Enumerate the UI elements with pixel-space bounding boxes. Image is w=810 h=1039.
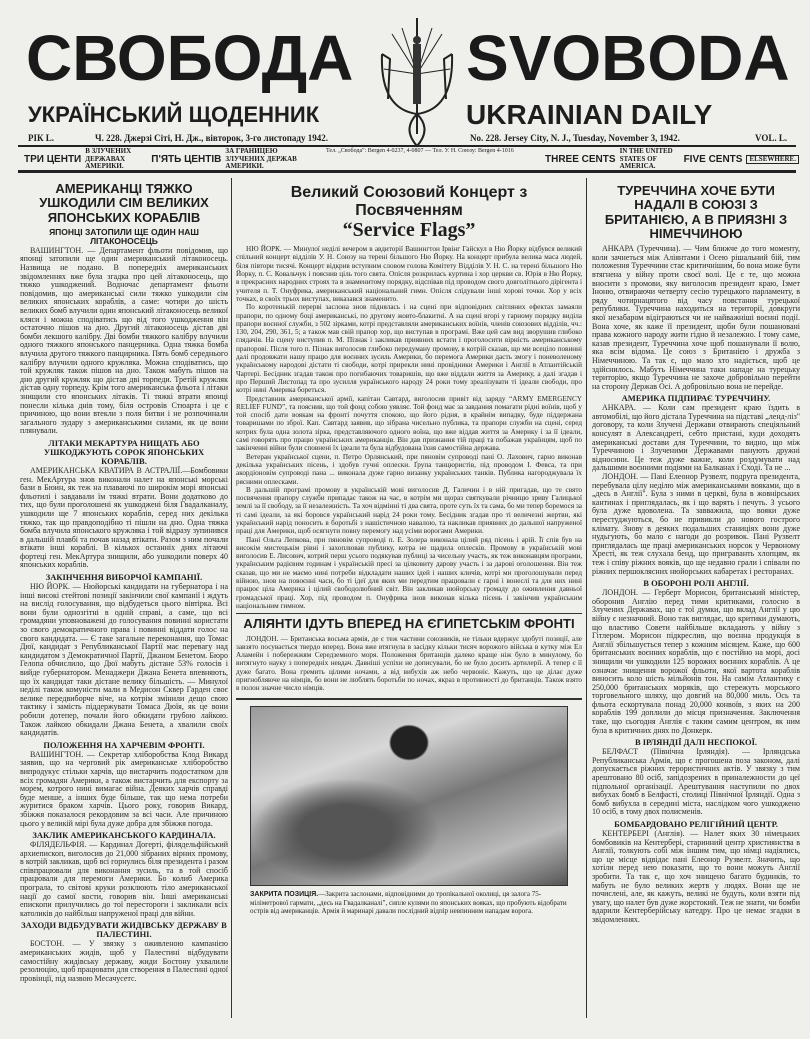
article-body: НЮ ЙОРК. — Нюйорські кандидати на губернатора і на інші високі стейтові позиції закінчили свої кампанії і ждуть на вислід голосування, що відбудеться цього вівтірка. Всі вони були однозгітні в одній справі, а саме, що всі громадяни уповноважені до голосування повинні користати зо свого демократичного права і повинні віддати голос на свого кандидата. — Є таке загальне переконання, що Томас Дюї, кандидат з Републиканської Партії має перевагу над кандидатом з Демократичної Партії, Джаном Бенетом. Бюро Гелопа обчислило, що Дюї мабуть дістане 53% голосів і вийде губернатором. Менаджери Джана Бенета впевняють, що їх кандидат таки дістане велику більшість. — Минулої неділі також комуністи мали в Медисон Сквер Гарден своє велике передвиборче віче, на котрім змінили дещо свою тактику і замість піддержувати Томаса Дюїя, як це вони робили дотепер, почали його обкидати грубою лайкою. Також лайкою обкидали Джана Бенета, а хвалили своїх кандидатів. [20,582,228,738]
masthead-title-en: SVOBODA [466,22,790,94]
masthead-rule [18,145,796,147]
column-divider [231,178,232,1018]
article-body: АМЕРИКАНСЬКА КВАТИРА В АСТРАЛІЇ.—Бомбовики ген. МекАртура знов виконали налет на японські морські бази в Бюин, як теж на плаваючі по широкім морі японські фльотилі і завдавали їм тяжкі втрати. Вони додатково до тих, що були проголошені як ушкоджені біля Гвадалканалу, ушкодили ще 7 японських кораблів, серед них декілька тяжко, так що правдоподібно ті пішли на дно. Одна тяжка бомба влучила японського кружляка і той відразу зупинився в дальшій плавбі та почав назад втікати. Разом з ним почали втікати інші кораблі. В кількох останніх днях літаючі фортеці ген. МекАртура знищили, або ушкодили поверх 40 японських кораблів. [20,465,228,570]
masthead [0,0,810,178]
column-divider [586,178,587,1018]
dateline-en: No. 228. Jersey City, N. J., Tuesday, November 3, 1942. [470,133,680,143]
year-ua: РІК L. [28,133,55,143]
headline: ТУРЕЧЧИНА ХОЧЕ БУТИ НАДАЛІ В СОЮЗІ З БРИТАНІЄЮ, А В ПРИЯЗНІ З НІМЕЧЧИНОЮ [604,183,788,241]
volume-en: VOL. L. [755,133,788,143]
article-palestine [20,921,228,983]
headline: Великий Союзовий Концерт з Посвяченням [290,184,528,219]
caption-body: —Закрита заслонами, відповідними до тропікальної околиці, ця залога 75-міліметрової гармати, „десь на Гвадалканалі", сипле кулями по японських вояках, що пробують відобрати острів від американців. Армія й маринарі давали послідний відпір невпинним нападам ворога. [250,889,567,915]
article-canterbury [592,820,800,925]
price-en [545,148,799,171]
headline: В ІРЛЯНДІЇ ДАЛІ НЕСПОКОЇ. [634,737,758,748]
news-photo [250,706,568,886]
article-body: Ветеран української сцени, п. Петро Орлянський, при пяновім супроводі пані О. Лахович, гарно виконав декілька українських пісень, і здобув гучні оплески. Ґрупа танцюристів, під проводом І. Февса, та при акордіоновім супроводі пана ... виконала дуже гарно визанку українських танків. Публика нагороджувала їх рясними оплесками. [236,452,582,486]
article-food-front [20,741,228,828]
article-turkey [592,184,800,391]
headline: ПОЛОЖЕННЯ НА ХАРЧЕВІМ ФРОНТІ. [43,739,205,750]
price-en-1: THREE CENTS [545,153,616,165]
trident-liberty-emblem-icon [372,14,462,149]
right-column [592,178,800,925]
article-body: БОСТОН. — У звязку з оживленою кампанією американських жидів, щоб у Палестині відбудувати самостійну жидівську державу, жиди Бостону ухвалили резолюцію, щоб працювати для створення в Палестині одної провінції, під назвою Месачусетс. [20,939,228,983]
headline: В ОБОРОНІ РОЛІ АНГЛІЇ. [643,578,749,589]
headline: АМЕРИКАНЦІ ТЯЖКО УШКОДИЛИ СІМ ВЕЛИКИХ ЯПОНСЬКИХ КОРАБЛІВ [39,181,209,225]
article-body: По коротенькій перерві заслона знов піднялась і на сцені при відповідних світляних ефектах замаяли прапори, по одному боці американські, по другому жовто-блакитні. А на сцені вгорі у гарному порядку виділа прапори воєнної служби, з 502 зірками, котрі представляли американських воїнів, членів союзових відділів, чч.: 130, 204, 290, 361, 5; а також мав свій прапор хор, що виступав в програмі. Вже цей сам вид зворушив глибоко глядачів. На сцену виступив п. М. Пізнак і закликав приявних встати і проголосити вірність американському прапорові. Після того п. Пізнак виголосив глибоко передуману промову, в котрій сказав, що ми всеціло повинні далі продовжати нашу працю для воєнних зусиль Америки, бо перемога Америки дасть змогу і поневоленому українському народові дістати ті свободи, котрі прирекли нині провідники Америки і Англії в Атлантійській Чартері. Бесідник згадав також про погибаючих товаришів, що вже віддали життя за Америку, а далі згадав і про Перший Листопад та про зусилля українського народу 24 роки тому зреалізувати ті ідеали свободи, про котрі нині Америка бореться. [236,303,582,395]
article-cardinal [20,831,228,918]
masthead-rule-bottom [18,170,796,173]
price-ua-2-note: ЗА ГРАНИЦЕЮ ЗЛУЧЕНИХ ДЕРЖАВ АМЕРИКИ. [225,147,297,170]
phones: Тел. „Свобода": Bergen 4-0237, 4-0807 — Тел. У. Н. Союзу: Bergen 4-1016 [326,148,514,154]
masthead-subtitle-ua: УКРАЇНСЬКИЙ ЩОДЕННИК [28,102,320,127]
article-body: ВАШИНГТОН. — Департамент фльоти повідомив, що японці затопили ще один американський літаконосець. Назвища не подано. В попередніх американських звідомленнях вже була згадка про цей літаконосець, що тяжко ушкоджений. Водночас департамент фльоти повідомив, що американські сили тяжко ушкодили сім великих японських кораблів, а саме: чотири до шість великих бомб влучили один японський літаконосець великої кляси і можна сподіватись що від того ушкодження він остаточно пішов на дно. Другий літаконосець дістав дві бомби лекшого калібру. Дві бомби тяжкого калібру влучили одного тяжкого японського панцерника. Одна тяжка бомба влучила другого тяжкого панцирника. Пять бомб середнього калібру влучили одного кружляка. Можна сподіватись, що той кружляк також пішов на дно. Також мабуть пішов на дно другий кружляк що дістав дві торпеди. Третій кружляк дістав одну торпеду. Крім того американська фльота і літаки знищили сто японських літаків. Ті тяжкі втрати японці понесли кілька днів тому, біля островів Стюарта і це є причиною, що вони втекли з поля битви і не розпочинали загального зудару з американськими силами, як це вони плянували. [20,245,228,436]
photo-caption [250,890,568,915]
article-japanese-ships [20,182,228,436]
headline-allies-egypt: АЛІЯНТИ ІДУТЬ ВПЕРЕД НА ЄГИПЕТСЬКІМ ФРОНТІ [243,616,575,632]
article-ireland [592,738,800,817]
price-en-2: FIVE CENTS [683,153,743,165]
caption-title: ЗАКРИТА ПОЗИЦІЯ. [250,890,319,898]
masthead-title-ua: СВОБОДА [26,22,354,94]
subheadline: ЯПОНЦІ ЗАТОПИЛИ ЩЕ ОДИН НАШ ЛІТАКОНОСЕЦЬ [49,226,199,246]
article-body: ЛОНДОН. — Пані Елеонор Рузвелт, подруга президента, перебувала цілу неділю між американськими вояками, що в „десь в Англії". Була з ними в церкві, була в жовнірських кантинах і приглядалась, як і що варять і печуть. З усього була дуже вдоволена. Та завважила, що вояки дуже перестуджуються, бо не привикли до нового гострого клімату. Знову в деяких подальших станиціях вони дуже нудьгують, бо мало є нагоди до розривок. Пані Рузвелт приглядалась ще праці американських норсок у Червоному Хресті, як теж слухала бенд, що приграванть хлопцям, як теж і співу ріжних вояків, що ще недавно грали і співали по ріжних першоклясних нюйорських кабаретах і ресторанах. [592,472,800,576]
article-roosevelt-england [592,473,800,576]
article-body: Представник американської армії, капітан Савтард, виголосив привіт від заряду “ARMY EMERGENCY RELIEF FUND”, та пояснив, що той фонд собою уявляє. Той фонд має за завдання помагати рідні воїнів, щоб у той спосіб дати воякам на фронті почуття спокою, що його рідня, в крайнім випадку, буде піддержана товаришами по зброї. Кап. Савтард заявив, що зібрана чисельно публика, та прапори служби на сцені, серед котрих була одна золота зірка, представляючого одного воїна, що вже віддав життя за Америку і за її ідеали, самі говорять про працю українських американців. Він дав признання тій праці та побажав українцям, щоб по закінченні війни були сповнені їх ідеали та була відбудована їхня самостійна держава. [236,394,582,453]
article-body: ВАШИНГТОН. — Секретар хліборобства Клод Викард заявив, що на черговий рік американське хліборобство випродукує стільки харчів, що вистарчить подостатком для всіх громадян Америки, а також вистарчить для експорту за морем, котрого нині вимагає війна. Деяких харчів справді буде менше, а інших буде більше, так що нема потреби журитися браком харчів. Цього року, говорив Викард, збіжжя показалося рекордовим за всі часи. Але причиною цього у великій мірі була дуже добра для збіжжя погода. [20,749,228,828]
price-en-1-note: IN THE UNITED STATES OF AMERICA. [619,147,673,170]
price-ua-2: П'ЯТЬ ЦЕНТІВ [151,153,222,165]
price-ua-1-note: В ЗЛУЧЕНИХ ДЕРЖАВАХ АМЕРИКИ. [85,147,132,170]
article-body: ЛОНДОН. — Герберт Морисон, британський міністер, оборонив Англію перед тими критиками, голосно в Злучених Державах, що є тої думки, що вклад Англії у цю війну є незначний. Воно так виглядає, що критики думають, що властиво Совети найбільше вкладають у війну з Гітлером. Морисон підкреслив, що воєнна продукція в Англії збільшується тепер з кожним місяцем. Каже, що 600 британських воєнних кораблів, що є постійно на морі, досі знищили чи ушкодили 125 ворожих воєнних кораблів. А це означає знищення ворожої фльоти, якої вартота кораблів виносить коло шість мільйонів тон. На самім Атлантику є 250,000 британських моряків, що стережуть морського торговельного шляху, що довгий на 80,000 миль. Ось та фльота ескортувала понад 20,000 конвоїв, з яких на 200 кораблів 199 доплили до місця призначення. Заключення таке, що сьогодня Англія є таким самим центром, як ним була в критичних днях по Донкерк. [592,588,800,735]
article-body: ЛОНДОН. — Британська восьма армія, де є теж частини союзників, не тільки вдержує здобуті позиції, але завзято посувається твердо вперед. Вона вже втягнула в засідку кільки тисяч ворожого війська в кутку між Ел Аламейн і побережжям Середземного моря. Положення британців далеко краще ніж було в минулому, бо витягнуто науку з попередніх невдач. Давніші успіхи не дописували, бо не було досить артилерії. А тепер є її дуже багато. Вона гремить цілими ночами, а від вибухів аж небо червоніє. Кажуть, що це ділає дуже пригнобляюче на німців, бо вони не люблять боротьби по ночах, якраз в противності до британців. Також взято в полон значне число німців. [236,634,582,693]
headline: ЗАХОДИ ВІДБУДУВАТИ ЖИДІВСЬКУ ДЕРЖАВУ В ПАЛЕСТИНІ. [21,920,227,940]
headline: ЗАКЛИК АМЕРИКАНСЬКОГО КАРДИНАЛА. [32,830,216,841]
article-body: АНКАРА (Туреччина). — Чим ближче до того моменту, коли зачнеться між Аліянтами і Осею рішальний бій, тим положення Туреччини стає критичнішим, бо вона може бути втягнена у війну проти своєї волі. Це є те, що можна вносити з промови, яку виголосив президент краю, Ізмет Іноню, отвираючи четверту сесію турецького парламенту, в ряду чотирнацятого від часу повстання турецької републики. Туреччина находиться на території, довкруги якої незабаром відіграються чи не найважніші воєнні події. Вона хоче, як каже її президент, щоби були пошановані права кожного народу жити гідно й незалежно. І тому саме, казав президент, Туреччина хоче щоб пошанували її волю, яка всім відома. Це союз з Британією і дружба з Німеччиною. Та так є, що мало хто надіється, щоб це здійснилось. Мабуть Німеччина таки нападе на турецьку територію, якщо Туреччина не захоче добровільно перейти на сторону Держав Осі. А добровільно вона не перейде. [592,244,800,391]
article-body: ФІЛЯДЕЛЬФІЯ. — Кардинал Догерті, філядельфійський архиепископ, виголосив до 21,000 зібраних вірних промову, в котрій закликав, щоб всі горнулись біля президента і разом співпрацювали для виконання зусиль, та в той спосіб працювали для перемоги Америки. Бо колиб Америка програла, то світові круки розклюють тіло американської нації до самої кости, говорив він. Інші американські епископи прилучились до тої перестороги і закликали всіх католиків до найбільш напруженої праці для війни. [20,840,228,918]
headline-service-flags: “Service Flags” [342,219,476,242]
dateline-ua: Ч. 228. Джерзі Сіті, Н. Дж., вівторок, 3-го листопаду 1942. [95,133,328,143]
article-body: Пані Ольга Лепкова, при пяновім супроводі п. Е. Золера виконала цілий ряд пісень і арій. Її спів був на високім мистецькім рівні і захоплював публику, котра не щадила оплесків. Промову в українській мові виголосив Е. Лисович, котрий перш усього подякував публиці за чисельну участь, як теж виконавцям програми, українським радієвим годинам і українській пресі за цілковиту дарову участь і за дарові оголошення. Він теж сказав, що ми не маємо нині потреби відкладати наших ідей і наших кличів, котрі ми проголошували перед війною, знов на повоєнні часи, бо ті ідеї для яких ми передтим працювали є гарні і вонеслі та для них нині працює ціла Америка і цілий свободолюбний світ. Він закликав нюйорську громаду до оживлення давньої громадської праці. Хор, під проводом п. Онуфрика знов виконав кілька пісень і закінчив українським національним гимном. [236,535,582,610]
article-macarthur [20,439,228,570]
article-body: БЕЛФАСТ (Північна Ірляндія). — Ірляндська Републиканська Армія, що є прогошена поза законом, далі допускається ріжних терористичних актів. У звязку з тим арештовано 80 осіб, запідозрених в приналежности до цеї підпольної організації. Арештування наступили по двох вибухах бомб в Белфасті, столиці Північної Ірляндії. Одна з бомб вибухла в середині міста, наслідком чого ушкоджено 10 осіб, в тому двох полисменів. [592,747,800,817]
headline: АМЕРИКА ПІДПИРАЄ ТУРЕЧЧИНУ. [621,393,771,404]
article-body: В дальшій програмі промову в українській мові виголосив Д. Галичин і в ній пригадав, що те свято посвячення прапору служби припадає також на час, в котрім ми щораз святкували річницю зриву Галицької землі за її свободу, за її незалежність. Та хоч відмінні ті два свята, проте суть їх та сама, бо ми тепер боремося за ті самі ідеали, за які боровся український нарід 24 роки тому. Бесідник згадав про ті величезні жертви, які український нарід поносить в боротьбі з нашістичною навалою, та накликав приявних до дальшої напруженої праці для Америки, щоб осягнути повну перемогу над усіми ворогами Америки. [236,485,582,536]
headline: ЗАКІНЧЕННЯ ВИБОРЧОЇ КАМПАНІЇ. [45,572,203,583]
article-body: АНКАРА. — Коли сам президент краю їздить в автомобілі, що його дістала Туреччина на підставі „ленд-ліз" договору, та коли Злучені Держави отвирають спеціяльний консулят в Александреті, себто пристані, куди доходять американські достави для Туреччини, то видно, що між Туреччиною і Злученими Державами панують дружні відносини. Це теж дуже важне, коли роздумувати над дальшими воєнними подіями на Балканах і Сході. Та не ... [592,403,800,473]
price-ua [24,148,297,171]
masthead-subtitle-en: UKRAINIAN DAILY [466,99,713,130]
headline: БОМБАРДОВАНО РЕЛІГІЙНИЙ ЦЕНТР. [614,819,778,829]
headline: ЛІТАКИ МЕКАРТУРА НИЩАТЬ АБО УШКОДЖУЮТЬ СОРОК ЯПОНСЬКИХ КОРАБЛІВ. [43,437,205,466]
price-ua-1: ТРИ ЦЕНТИ [24,153,82,165]
left-column [20,178,228,983]
article-america-turkey [592,394,800,473]
article-body: КЕНТЕРБЕРІ (Англія). — Налет яких 30 німецьких бомбовиків на Кентербері, старинний центр християнства в Англії, толкують собі між іншим тим, що німці надіялись, що це місце відвідає пані Елеонор Рузвелт. Значить, що хотіли перед нею показати, що то вони можуть Англії зробити. Та так є, що хоч знищено багато будинків, то мабуть не було великих жертв у людях. Вони ще не почислені, але, як кажуть, великі не будуть, коли взяти під увагу, що налет був дуже жорстокий. Теж не знати, чи бомби вдарили Кентерберійську катедру. Про це немає згадки в звідомленнях. [592,829,800,924]
article-election [20,573,228,738]
article-body: НЮ ЙОРК. — Минулої неділі вечером в авдиторії Вашингтон Ірвінг Гайскул в Ню Йорку відбувся великий спільний концерт відділів У. Н. Союзу на терені більшого Ню Йорку. На концерт прибула велика маса людей, біля півтори тисячі. Концерт відкрив вступним словом голова Комітету Відділів У. Н. С. на терені більшого Ню Йорку, п. С. Ковальчук і пояснив ціль того свята. Опісля розкрилась куртина і хор церкви св. Юрія в Ню Йорку, в прекрасних народних строях та в знаменитому порядку, відспівав під проводом свого довголітнього дірігента і учителя п. Т. Онуфрика, американський національний гимн. Опісля слідували інші хорові точки. Хор у всіх точках, в своїх трьох виступах, виказався знаменито. [236,245,582,303]
article-england-defense [592,579,800,735]
center-column [236,178,582,915]
price-en-2-note: ELSEWHERE. [746,155,799,165]
